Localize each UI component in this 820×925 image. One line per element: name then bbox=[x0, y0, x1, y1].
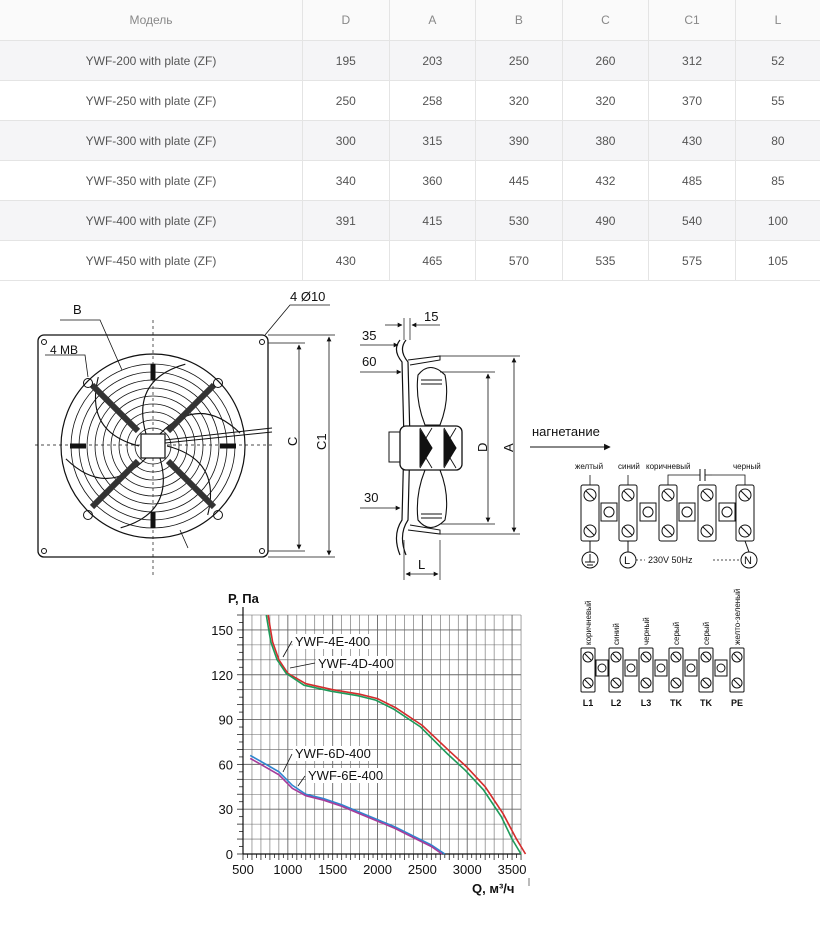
label-a: A bbox=[501, 443, 516, 452]
table-cell: 570 bbox=[476, 241, 563, 281]
w3-terminal-0: L1 bbox=[582, 698, 594, 708]
x-tick-label: 1500 bbox=[318, 862, 348, 877]
table-cell: YWF-250 with plate (ZF) bbox=[0, 81, 303, 121]
table-cell: 203 bbox=[389, 41, 476, 81]
y-tick-label: 60 bbox=[218, 757, 233, 773]
table-cell: 380 bbox=[562, 121, 649, 161]
w1-wire-3: черный bbox=[733, 462, 761, 471]
table-cell: 100 bbox=[735, 201, 820, 241]
chart-y-label: P, Па bbox=[228, 591, 259, 606]
x-tick-label: 2000 bbox=[363, 862, 392, 877]
table-cell: 391 bbox=[303, 201, 390, 241]
table-cell: 195 bbox=[303, 41, 390, 81]
w1-n-symbol: N bbox=[744, 555, 752, 567]
table-cell: 85 bbox=[735, 161, 820, 201]
label-b: B bbox=[73, 302, 82, 317]
x-tick-label: 1000 bbox=[273, 862, 303, 877]
w3-terminal-5: PE bbox=[730, 698, 744, 708]
wiring-three-phase bbox=[581, 648, 744, 692]
table-cell: 540 bbox=[649, 201, 736, 241]
column-header: C bbox=[562, 0, 649, 41]
table-cell: 80 bbox=[735, 121, 820, 161]
table-cell: YWF-350 with plate (ZF) bbox=[0, 161, 303, 201]
table-cell: 258 bbox=[389, 81, 476, 121]
column-header: C1 bbox=[649, 0, 736, 41]
table-cell: 465 bbox=[389, 241, 476, 281]
dim-15: 15 bbox=[424, 309, 439, 324]
table-cell: 315 bbox=[389, 121, 476, 161]
chart-x-label: Q, м³/ч bbox=[472, 881, 515, 896]
table-cell: 260 bbox=[562, 41, 649, 81]
label-c1: C1 bbox=[314, 433, 329, 450]
w1-l-symbol: L bbox=[624, 555, 631, 567]
table-cell: YWF-450 with plate (ZF) bbox=[0, 241, 303, 281]
y-tick-label: 0 bbox=[225, 847, 233, 862]
wiring-single-phase bbox=[581, 469, 757, 568]
w3-wire-4: серый bbox=[702, 621, 711, 645]
table-cell: 535 bbox=[562, 241, 649, 281]
w3-wire-2: черный bbox=[642, 617, 651, 645]
table-cell: 390 bbox=[476, 121, 563, 161]
table-cell: 370 bbox=[649, 81, 736, 121]
table-cell: 430 bbox=[649, 121, 736, 161]
table-cell: YWF-200 with plate (ZF) bbox=[0, 41, 303, 81]
label-l: L bbox=[418, 557, 426, 572]
dim-30: 30 bbox=[364, 490, 379, 505]
table-cell: 320 bbox=[562, 81, 649, 121]
table-cell: YWF-300 with plate (ZF) bbox=[0, 121, 303, 161]
table-cell: 340 bbox=[303, 161, 390, 201]
column-header: L bbox=[735, 0, 820, 41]
x-tick-label: 2500 bbox=[407, 862, 437, 877]
column-header: D bbox=[303, 0, 390, 41]
label-holes: 4 Ø10 bbox=[290, 289, 326, 304]
dim-60: 60 bbox=[362, 354, 377, 369]
w1-supply: 230V 50Hz bbox=[648, 555, 693, 565]
w3-wire-3: серый bbox=[672, 621, 681, 645]
y-tick-label: 150 bbox=[211, 622, 233, 638]
table-cell: 250 bbox=[303, 81, 390, 121]
w1-wire-1: синий bbox=[618, 462, 640, 471]
table-cell: 55 bbox=[735, 81, 820, 121]
y-tick-label: 90 bbox=[218, 712, 233, 728]
table-cell: 485 bbox=[649, 161, 736, 201]
w3-wire-0: коричневый bbox=[584, 600, 593, 645]
y-tick-label: 120 bbox=[211, 667, 233, 683]
table-cell: 52 bbox=[735, 41, 820, 81]
performance-chart bbox=[211, 607, 526, 877]
series-label: YWF-4D-400 bbox=[318, 656, 394, 671]
table-cell: 490 bbox=[562, 201, 649, 241]
w3-terminal-1: L2 bbox=[610, 698, 622, 708]
w1-wire-0: желтый bbox=[575, 462, 604, 471]
table-cell: 360 bbox=[389, 161, 476, 201]
table-cell: 445 bbox=[476, 161, 563, 201]
label-4mb: 4 MB bbox=[50, 343, 79, 357]
w3-terminal-3: TK bbox=[670, 698, 682, 708]
table-cell: 432 bbox=[562, 161, 649, 201]
table-cell: 415 bbox=[389, 201, 476, 241]
table-cell: 320 bbox=[476, 81, 563, 121]
series-label: YWF-6E-400 bbox=[308, 768, 384, 783]
dim-35: 35 bbox=[362, 328, 377, 343]
table-cell: 530 bbox=[476, 201, 563, 241]
table-cell: 250 bbox=[476, 41, 563, 81]
table-cell: 105 bbox=[735, 241, 820, 281]
table-cell: 430 bbox=[303, 241, 390, 281]
series-label: YWF-6D-400 bbox=[295, 746, 371, 761]
series-label: YWF-4E-400 bbox=[295, 634, 371, 649]
label-c: C bbox=[285, 436, 300, 446]
w3-wire-1: синий bbox=[612, 623, 621, 645]
column-header: A bbox=[389, 0, 476, 41]
w3-terminal-2: L3 bbox=[640, 698, 652, 708]
column-header: B bbox=[476, 0, 563, 41]
x-tick-label: 3000 bbox=[452, 862, 482, 877]
table-cell: 312 bbox=[649, 41, 736, 81]
x-tick-label: 3500 bbox=[497, 862, 527, 877]
w3-terminal-4: TK bbox=[700, 698, 712, 708]
w1-wire-2: коричневый bbox=[646, 462, 691, 471]
table-cell: 575 bbox=[649, 241, 736, 281]
label-d: D bbox=[475, 442, 490, 452]
w3-wire-5: желто-зеленый bbox=[733, 588, 742, 645]
y-tick-label: 30 bbox=[218, 802, 233, 818]
x-tick-label: 500 bbox=[232, 862, 254, 877]
table-cell: 300 bbox=[303, 121, 390, 161]
column-header: Модель bbox=[0, 0, 303, 41]
airflow-label: нагнетание bbox=[532, 424, 600, 439]
table-cell: YWF-400 with plate (ZF) bbox=[0, 201, 303, 241]
